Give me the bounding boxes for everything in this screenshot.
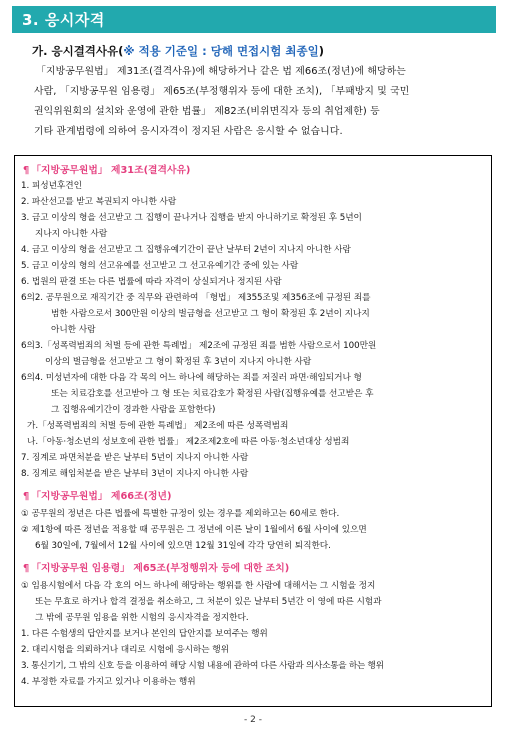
list-item: 3. 통신기기, 그 밖의 신호 등을 이용하여 해당 시험 내용에 관하여 다른 사람과 의사소통을 하는 행위 <box>21 661 384 671</box>
list-item: ② 제1항에 따른 정년을 적용할 때 공무원은 그 정년에 이른 날이 1월에서 6월 사이에 있으면 <box>21 525 367 535</box>
section-header-bar <box>12 6 496 33</box>
list-item: 7. 징계로 파면처분을 받은 날부터 5년이 지나지 아니한 사람 <box>21 453 249 463</box>
intro-line: 사람, 「지방공무원 임용령」 제65조(부정행위자 등에 대한 조치), 「부패방지 및 국민 <box>34 86 410 97</box>
list-item-continuation: 또는 무효로 하거나 합격 결정을 취소하고, 그 처분이 있은 날부터 5년간 이 영에 따른 시험과 <box>35 597 382 607</box>
section-66-title <box>23 488 171 502</box>
list-item: 2. 대리시험을 의뢰하거나 대리로 시험에 응시하는 행위 <box>21 645 229 655</box>
list-item-continuation: 그 밖에 공무원 임용을 위한 시험의 응시자격을 정지한다. <box>35 613 249 623</box>
section-66-title-text: 「지방공무원법」 제66조(정년) <box>31 491 172 502</box>
list-item: 4. 부정한 자료를 가지고 있거나 이용하는 행위 <box>21 677 196 687</box>
list-item: 6. 법원의 판결 또는 다른 법률에 따라 자격이 상실되거나 정지된 사람 <box>21 277 282 287</box>
section-65-title-text: 「지방공무원 임용령」 제65조(부정행위자 등에 대한 조치) <box>31 563 290 574</box>
section-header-title: 3. 응시자격 <box>22 11 105 29</box>
intro-line: 「지방공무원법」 제31조(결격사유)에 해당하거나 같은 법 제66조(정년)에 해당하는 <box>36 66 406 77</box>
criteria-note: ※ 적용 기준일 : 당해 면접시험 최종일 <box>123 44 319 58</box>
list-item: 5. 금고 이상의 형의 선고유예를 선고받고 그 선고유예기간 중에 있는 사람 <box>21 261 299 271</box>
list-item-continuation: 아니한 사람 <box>51 325 96 335</box>
intro-line: 권익위원회의 설치와 운영에 관한 법률」 제82조(비위면직자 등의 취업제한) 등 <box>34 106 380 117</box>
list-item: 1. 피성년후견인 <box>21 181 82 191</box>
subsection-heading-suffix: ) <box>318 44 324 58</box>
section-65-title <box>23 560 289 574</box>
list-item: 6의4. 미성년자에 대한 다음 각 목의 어느 하나에 해당하는 죄를 저질러 파면·해임되거나 형 <box>21 373 362 383</box>
law-excerpt-box <box>14 155 492 707</box>
list-item: 4. 금고 이상의 형을 선고받고 그 집행유예기간이 끝난 날부터 2년이 지나지 아니한 사람 <box>21 245 351 255</box>
intro-paragraph <box>34 62 474 142</box>
list-item: 1. 다른 수험생의 답안지를 보거나 본인의 답안지를 보여주는 행위 <box>21 629 268 639</box>
section-31-title-text: 「지방공무원법」 제31조(결격사유) <box>31 165 191 176</box>
list-item: ① 임용시험에서 다음 각 호의 어느 하나에 해당하는 행위를 한 사람에 대해서는 그 시험을 정지 <box>21 581 376 591</box>
section-31-title <box>23 162 190 176</box>
subsection-heading <box>32 43 324 59</box>
section-flag-icon: ¶ <box>23 491 30 502</box>
section-flag-icon: ¶ <box>23 165 30 176</box>
list-item: 6의3.「성폭력범죄의 처벌 등에 관한 특례법」 제2조에 규정된 죄를 범한 사람으로서 100만원 <box>21 341 377 351</box>
list-item: 6의2. 공무원으로 재직기간 중 직무와 관련하여 「형법」 제355조및 제356조에 규정된 죄를 <box>21 293 371 303</box>
list-item-continuation: 6월 30일에, 7월에서 12월 사이에 있으면 12월 31일에 각각 당연히 퇴직한다. <box>35 541 331 551</box>
intro-line: 기타 관계법령에 의하여 응시자격이 정지된 사람은 응시할 수 없습니다. <box>34 126 343 137</box>
list-item: 2. 파산선고를 받고 복권되지 아니한 사람 <box>21 197 177 207</box>
list-item: ① 공무원의 정년은 다른 법률에 특별한 규정이 있는 경우를 제외하고는 60세로 한다. <box>21 509 340 519</box>
list-item-continuation: 그 집행유예기간이 경과한 사람을 포함한다) <box>51 405 216 415</box>
list-item: 3. 금고 이상의 형을 선고받고 그 집행이 끝나거나 집행을 받지 아니하기로 확정된 후 5년이 <box>21 213 362 223</box>
page-number: - 2 - <box>244 715 262 725</box>
subsection-heading-prefix: 가. 응시결격사유( <box>32 44 124 58</box>
list-item: 8. 징계로 해임처분을 받은 날부터 3년이 지나지 아니한 사람 <box>21 469 249 479</box>
list-item-continuation: 범한 사람으로서 300만원 이상의 벌금형을 선고받고 그 형이 확정된 후 2년이 지나지 <box>51 309 370 319</box>
list-item-continuation: 또는 치료감호를 선고받아 그 형 또는 치료감호가 확정된 사람(집행유예를 선고받은 후 <box>51 389 374 399</box>
list-item-continuation: 지나지 아니한 사람 <box>35 229 108 239</box>
list-subitem: 가.「성폭력범죄의 처벌 등에 관한 특례법」 제2조에 따른 성폭력범죄 <box>27 421 289 431</box>
list-subitem: 나.「아동·청소년의 성보호에 관한 법률」 제2조제2호에 따른 아동·청소년대상 성범죄 <box>27 437 350 447</box>
list-item-continuation: 이상의 벌금형을 선고받고 그 형이 확정된 후 3년이 지나지 아니한 사람 <box>45 357 312 367</box>
section-flag-icon: ¶ <box>23 563 30 574</box>
